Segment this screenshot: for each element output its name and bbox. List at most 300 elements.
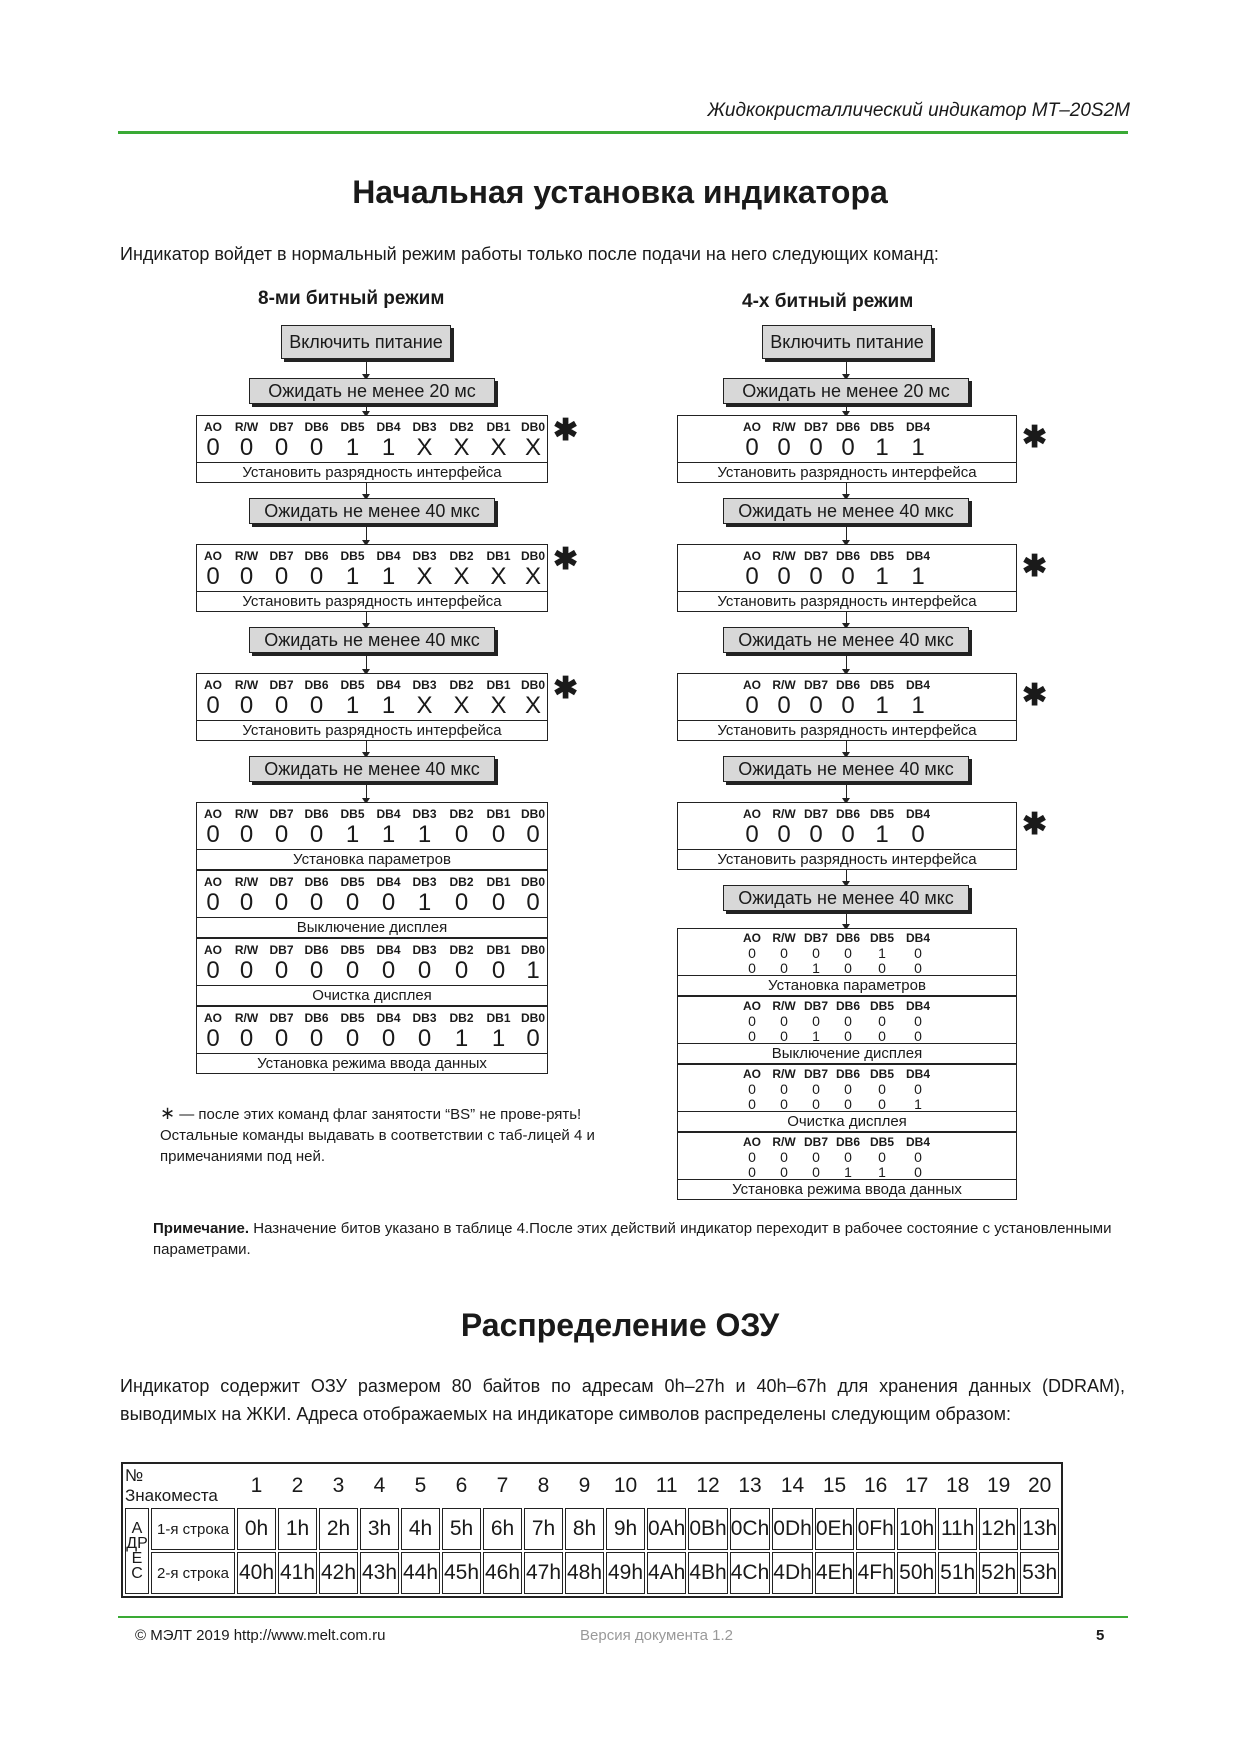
bit-value: 0 [526, 821, 540, 848]
bit-value: 0 [841, 434, 855, 461]
bit-value: 0 [274, 692, 289, 719]
bit-header: R/W [772, 420, 796, 434]
bit-header: DB7 [269, 420, 294, 434]
bit-header: DB5 [869, 999, 894, 1013]
bit-header: DB4 [905, 1135, 930, 1149]
address-cell: 2h [319, 1508, 358, 1550]
bit-header: R/W [772, 1135, 796, 1149]
address-cell: 5h [442, 1508, 481, 1550]
bit-value: 1 [914, 1096, 922, 1112]
header-rule [118, 131, 1128, 134]
bit-value: 0 [491, 821, 506, 848]
bit-header: DB7 [269, 943, 294, 957]
bit-value: 0 [780, 1149, 788, 1165]
bit-header: DB6 [835, 931, 860, 945]
bit-value: 0 [841, 692, 855, 719]
bit-header: R/W [234, 420, 259, 434]
note-text: Назначение битов указано в таблице 4.После этих действий индикатор переходит в рабочее состояние с установленными параметрами. [153, 1220, 1112, 1258]
ram-intro: Индикатор содержит ОЗУ размером 80 байтов по адресам 0h–27h и 40h–67h для хранения данных (DDRAM), выводимых на ЖКИ. Адреса отображаемых на индикаторе символов распределены следующим образом: [120, 1376, 1125, 1424]
address-cell: 0Fh [856, 1508, 895, 1550]
command-caption: Установка режима ввода данных [678, 1179, 1016, 1199]
mode4-title: 4-х битный режим [742, 291, 914, 312]
bit-value: 1 [911, 692, 925, 719]
bit-header: DB7 [269, 549, 294, 563]
flow-arrow [846, 524, 847, 544]
bit-value: 0 [206, 957, 220, 984]
position-number: 2 [291, 1474, 304, 1497]
ram-address-table [121, 1462, 1063, 1598]
bit-value: 0 [381, 1025, 396, 1052]
bit-value: 0 [878, 1081, 886, 1097]
asterisk-icon: ✱ [553, 543, 579, 576]
command-block-8bit [196, 544, 548, 612]
bit-value: 0 [239, 889, 254, 916]
command-caption: Выключение дисплея [197, 917, 547, 937]
bit-value: 0 [777, 563, 791, 590]
bit-value: 1 [526, 957, 540, 984]
bit-value: 0 [777, 821, 791, 848]
bit-value: X [453, 692, 470, 719]
bit-value: 1 [491, 1025, 506, 1052]
bit-header: DB6 [835, 1067, 860, 1081]
bit-value: 1 [911, 563, 925, 590]
bit-header: AO [204, 875, 222, 889]
bit-value: 0 [812, 1164, 820, 1180]
bit-value: 0 [780, 1013, 788, 1029]
bit-header: DB4 [376, 807, 401, 821]
bit-header: DB3 [412, 549, 437, 563]
bit-header: DB3 [412, 875, 437, 889]
bit-header: R/W [234, 549, 259, 563]
command-block-8bit [196, 938, 548, 1006]
position-number: 10 [613, 1474, 638, 1497]
flow-arrow [366, 483, 367, 498]
address-cell: 3h [360, 1508, 399, 1550]
bit-value: X [416, 563, 433, 590]
bit-header: R/W [234, 807, 259, 821]
flow-arrow [366, 741, 367, 756]
bit-value: 0 [844, 1081, 852, 1097]
bit-value: 0 [239, 563, 254, 590]
bit-value: 0 [812, 1096, 820, 1112]
bit-value: 1 [454, 1025, 469, 1052]
bit-header: DB5 [869, 549, 894, 563]
bit-value: 0 [914, 945, 922, 961]
command-block-4bit-small [677, 928, 1017, 996]
bit-value: 0 [878, 1149, 886, 1165]
bit-header: DB6 [835, 678, 860, 692]
bit-value: 0 [748, 1149, 756, 1165]
address-cell: 44h [401, 1552, 440, 1594]
bit-value: 0 [812, 1081, 820, 1097]
bit-value: 1 [381, 434, 396, 461]
wait-40us-box-8bit: Ожидать не менее 40 мкс [249, 756, 495, 782]
bit-header: DB4 [376, 549, 401, 563]
bit-header: DB4 [905, 420, 930, 434]
bit-value: 0 [748, 960, 756, 976]
bit-value: X [416, 434, 433, 461]
bit-header: DB7 [803, 1067, 828, 1081]
bit-value: 0 [878, 1013, 886, 1029]
address-cell: 13h [1020, 1508, 1059, 1550]
address-cell: 6h [483, 1508, 522, 1550]
bit-header: DB6 [304, 549, 329, 563]
init-note [153, 1218, 1113, 1260]
wait-20ms-box-4bit: Ожидать не менее 20 мс [723, 378, 969, 404]
bit-value: 0 [812, 945, 820, 961]
bit-header: DB4 [905, 1067, 930, 1081]
bit-header: DB6 [835, 1135, 860, 1149]
bit-value: 0 [780, 1164, 788, 1180]
bit-value: 0 [745, 692, 759, 719]
command-block-4bit-small [677, 1064, 1017, 1132]
flow-arrow [366, 361, 367, 378]
command-caption: Установка параметров [197, 849, 547, 869]
asterisk-icon: ✱ [1022, 550, 1048, 583]
bit-header: R/W [234, 875, 259, 889]
bit-header: DB7 [803, 678, 828, 692]
flow-arrow [846, 782, 847, 802]
address-cell: 4Dh [772, 1552, 813, 1594]
bit-value: 0 [417, 1025, 432, 1052]
bit-value: 0 [844, 1013, 852, 1029]
power-on-box-4bit: Включить питание [762, 325, 932, 359]
bit-header: DB5 [869, 1067, 894, 1081]
bit-header: DB0 [520, 549, 545, 563]
bit-header: DB5 [869, 1135, 894, 1149]
address-cell: 7h [524, 1508, 563, 1550]
bit-header: DB4 [376, 875, 401, 889]
footnote-text: — после этих команд флаг занятости “BS” не прове-рять! Остальные команды выдавать в соответствии с таб-лицей 4 и примечаниями под ней. [160, 1106, 595, 1165]
bit-header: DB6 [304, 807, 329, 821]
bit-value: 0 [777, 692, 791, 719]
command-block-8bit [196, 802, 548, 870]
bit-value: 0 [748, 1164, 756, 1180]
bit-value: 0 [309, 957, 324, 984]
bit-value: 0 [274, 889, 289, 916]
position-number: 18 [946, 1474, 970, 1497]
section-title-init: Начальная установка индикатора [352, 174, 888, 210]
address-cell: 0Dh [772, 1508, 813, 1550]
address-cell: 48h [565, 1552, 604, 1594]
bit-value: 0 [914, 1013, 922, 1029]
command-caption: Очистка дисплея [678, 1111, 1016, 1131]
bit-header: DB4 [905, 807, 930, 821]
asterisk-icon: ✱ [1022, 421, 1048, 454]
bit-value: 1 [875, 692, 889, 719]
bit-header: DB0 [520, 420, 545, 434]
flow-arrow [846, 483, 847, 498]
bit-value: 0 [417, 957, 432, 984]
bit-value: 0 [274, 434, 289, 461]
bit-header: DB1 [486, 875, 511, 889]
flow-arrow [846, 653, 847, 673]
bit-value: 0 [745, 563, 759, 590]
bit-value: 0 [780, 1081, 788, 1097]
bit-header: AO [204, 420, 222, 434]
bit-value: 0 [844, 1028, 852, 1044]
bit-value: 0 [454, 889, 469, 916]
wait-40us-box-4bit: Ожидать не менее 40 мкс [723, 498, 969, 524]
bit-value: 0 [809, 434, 823, 461]
bit-value: 1 [345, 821, 360, 848]
flow-arrow [846, 911, 847, 928]
position-number: 14 [780, 1474, 805, 1497]
address-cell: 4Eh [815, 1552, 854, 1594]
asterisk-icon: ✱ [553, 414, 579, 447]
bit-header: DB6 [835, 420, 860, 434]
bit-value: 0 [345, 889, 360, 916]
position-number: 12 [696, 1474, 720, 1497]
address-cell: 52h [979, 1552, 1018, 1594]
bit-value: 0 [309, 1025, 324, 1052]
row-label: 2-я строка [151, 1552, 235, 1594]
bit-value: 1 [875, 434, 889, 461]
bit-value: 0 [745, 821, 759, 848]
bit-value: 0 [381, 957, 396, 984]
bit-header: DB5 [869, 807, 894, 821]
bit-header: DB4 [905, 999, 930, 1013]
bit-header: DB4 [376, 943, 401, 957]
bit-header: R/W [772, 807, 796, 821]
bit-value: 0 [309, 692, 324, 719]
address-cell: 12h [979, 1508, 1018, 1550]
command-block-8bit [196, 870, 548, 938]
address-cell: 46h [483, 1552, 522, 1594]
bit-value: 0 [748, 945, 756, 961]
footer-version: Версия документа 1.2 [580, 1627, 734, 1644]
bit-value: 0 [844, 945, 852, 961]
bit-header: AO [204, 678, 222, 692]
bit-value: X [524, 563, 541, 590]
bit-value: 0 [206, 1025, 220, 1052]
flow-arrow [366, 612, 367, 627]
table-header-row [125, 1466, 1059, 1506]
position-number: 11 [655, 1474, 678, 1497]
position-number: 17 [905, 1474, 929, 1497]
bit-value: X [416, 692, 433, 719]
bit-value: 0 [812, 1149, 820, 1165]
bit-value: 0 [878, 1028, 886, 1044]
bit-value: 1 [381, 821, 396, 848]
bit-header: DB4 [376, 420, 401, 434]
bit-value: 1 [345, 563, 360, 590]
bit-header: AO [204, 1011, 222, 1025]
asterisk-icon: ✱ [1022, 679, 1048, 712]
bit-value: 0 [274, 1025, 289, 1052]
bit-header: DB1 [486, 807, 511, 821]
bit-value: 0 [809, 563, 823, 590]
bit-value: 0 [748, 1028, 756, 1044]
bit-header: DB4 [376, 1011, 401, 1025]
command-block-4bit [677, 802, 1017, 870]
address-cell: 45h [442, 1552, 481, 1594]
bit-value: 0 [844, 960, 852, 976]
bit-value: 1 [381, 692, 396, 719]
bit-header: DB2 [449, 807, 474, 821]
command-caption: Установить разрядность интерфейса [197, 720, 547, 740]
position-number: 4 [373, 1474, 386, 1497]
position-number: 1 [250, 1474, 263, 1497]
command-block-4bit-small [677, 996, 1017, 1064]
bit-value: 0 [780, 1096, 788, 1112]
power-on-box-8bit: Включить питание [281, 325, 451, 359]
bit-header: DB6 [304, 875, 329, 889]
init-intro: Индикатор войдет в нормальный режим работы только после подачи на него следующих команд: [120, 244, 939, 264]
address-cell: 10h [897, 1508, 936, 1550]
bit-header: DB0 [520, 807, 545, 821]
position-number: 16 [864, 1474, 888, 1497]
bit-header: DB5 [340, 943, 365, 957]
position-number: 19 [987, 1474, 1011, 1497]
position-number: 7 [496, 1474, 509, 1497]
bit-value: 0 [309, 434, 324, 461]
address-cell: 1h [278, 1508, 317, 1550]
bit-value: 0 [780, 945, 788, 961]
bit-value: 0 [239, 1025, 254, 1052]
address-cell: 9h [606, 1508, 645, 1550]
bit-header: AO [743, 999, 761, 1013]
bit-value: 0 [206, 889, 220, 916]
wait-40us-box-4bit: Ожидать не менее 40 мкс [723, 756, 969, 782]
bit-value: 0 [239, 692, 254, 719]
bit-value: 0 [206, 434, 220, 461]
bit-value: 0 [239, 434, 254, 461]
asterisk-icon: ✱ [1022, 808, 1048, 841]
bit-value: 0 [748, 1081, 756, 1097]
bit-value: X [453, 434, 470, 461]
footer-page-number: 5 [1096, 1627, 1105, 1644]
command-block-4bit-small [677, 1132, 1017, 1200]
bit-header: DB5 [869, 931, 894, 945]
bit-header: DB2 [449, 420, 474, 434]
bit-header: R/W [234, 943, 259, 957]
bit-value: 0 [274, 821, 289, 848]
bit-header: DB5 [340, 549, 365, 563]
address-cell: 8h [565, 1508, 604, 1550]
bit-header: DB1 [486, 678, 511, 692]
bit-header: DB5 [340, 420, 365, 434]
bit-value: 0 [206, 821, 220, 848]
bit-value: 0 [274, 563, 289, 590]
bit-value: 0 [381, 889, 396, 916]
bit-value: 0 [309, 821, 324, 848]
bit-header: DB1 [486, 420, 511, 434]
position-number: 20 [1028, 1474, 1052, 1497]
bit-value: 0 [526, 889, 540, 916]
flow-arrow [846, 870, 847, 885]
bit-value: 0 [812, 1013, 820, 1029]
bit-header: AO [204, 549, 222, 563]
bit-value: 0 [206, 563, 220, 590]
bit-header: DB0 [520, 1011, 545, 1025]
bit-value: 0 [780, 960, 788, 976]
section-title-ram: Распределение ОЗУ [460, 1307, 780, 1343]
bit-header: DB7 [803, 931, 828, 945]
bit-value: 0 [780, 1028, 788, 1044]
command-caption: Установить разрядность интерфейса [678, 591, 1016, 611]
bit-value: 0 [777, 434, 791, 461]
bit-value: 1 [417, 821, 432, 848]
bit-header: DB4 [905, 549, 930, 563]
note-label: Примечание. [153, 1220, 250, 1237]
bit-value: X [453, 563, 470, 590]
bit-header: DB5 [340, 807, 365, 821]
bit-header: DB7 [269, 875, 294, 889]
bit-value: 1 [345, 434, 360, 461]
bit-header: R/W [772, 931, 796, 945]
flow-arrow [366, 653, 367, 673]
bit-header: DB1 [486, 943, 511, 957]
bit-value: 0 [239, 821, 254, 848]
command-block-8bit [196, 673, 548, 741]
address-cell: 4Ch [730, 1552, 771, 1594]
bit-header: DB7 [269, 678, 294, 692]
bit-value: 0 [911, 821, 925, 848]
bit-value: 0 [844, 1149, 852, 1165]
flow-arrow [846, 612, 847, 627]
command-caption: Выключение дисплея [678, 1043, 1016, 1063]
bit-value: 0 [239, 957, 254, 984]
bit-header: DB7 [803, 807, 828, 821]
position-number: 3 [332, 1474, 345, 1497]
number-sign: № [125, 1466, 144, 1485]
bit-header: DB2 [449, 549, 474, 563]
command-block-4bit [677, 544, 1017, 612]
bit-header: DB1 [486, 549, 511, 563]
bit-value: 1 [878, 1164, 886, 1180]
document-header-title: Жидкокристаллический индикатор МТ–20S2M [707, 100, 1130, 121]
command-block-4bit [677, 673, 1017, 741]
flow-arrow [846, 361, 847, 378]
address-cell: 49h [606, 1552, 645, 1594]
address-cell: 0Eh [815, 1508, 854, 1550]
bit-value: 1 [417, 889, 432, 916]
bit-value: 0 [345, 957, 360, 984]
address-cell: 4Fh [856, 1552, 895, 1594]
address-cell: 0Ch [730, 1508, 771, 1550]
footnote [160, 1103, 615, 1167]
address-cell: 51h [938, 1552, 977, 1594]
command-caption: Установить разрядность интерфейса [678, 720, 1016, 740]
bit-value: 0 [878, 1096, 886, 1112]
address-cell: 0Ah [647, 1508, 686, 1550]
bit-header: AO [743, 420, 761, 434]
bit-header: DB6 [304, 943, 329, 957]
address-cell: 0h [237, 1508, 276, 1550]
bit-value: 0 [274, 957, 289, 984]
position-label: Знакоместа [125, 1486, 218, 1505]
bit-header: DB7 [269, 807, 294, 821]
bit-header: DB3 [412, 943, 437, 957]
flow-arrow [846, 404, 847, 415]
wait-40us-box-4bit: Ожидать не менее 40 мкс [723, 627, 969, 653]
bit-value: 0 [841, 563, 855, 590]
command-caption: Установить разрядность интерфейса [678, 462, 1016, 482]
bit-header: R/W [772, 999, 796, 1013]
bit-header: DB7 [803, 1135, 828, 1149]
bit-value: 0 [748, 1013, 756, 1029]
bit-value: 1 [878, 945, 886, 961]
bit-value: 1 [381, 563, 396, 590]
bit-header: AO [204, 807, 222, 821]
asterisk-icon: ✱ [553, 672, 579, 705]
bit-value: 0 [844, 1096, 852, 1112]
bit-value: 0 [914, 1149, 922, 1165]
bit-header: AO [743, 549, 761, 563]
bit-value: X [490, 692, 507, 719]
table-row [125, 1552, 1059, 1594]
